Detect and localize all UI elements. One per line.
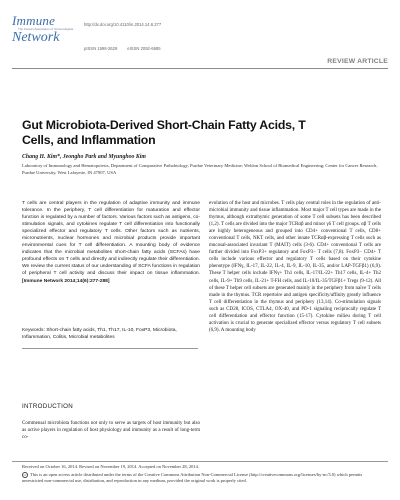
introduction-text: Commensal microbiota functions not only to serve as targets of host immunity but also as active players in regulation of host physiology and immunity as a result of long-term co- xyxy=(22,421,200,441)
pissn: pISSN 1598-2629 xyxy=(84,46,118,51)
keywords-divider xyxy=(22,348,198,349)
eissn: eISSN 2092-6685 xyxy=(127,46,161,51)
issn-line xyxy=(84,46,161,51)
logo-immune: Immune xyxy=(12,13,56,28)
keywords-label: Keywords: xyxy=(22,328,45,333)
received-dates: Received on October 16, 2014. Revised on November 19, 2014. Accepted on November 28, 2014. xyxy=(22,464,199,469)
logo-network: Network xyxy=(12,30,60,45)
logo-subtitle: The Korean Association of Immunologists xyxy=(18,27,74,31)
introduction-heading: INTRODUCTION xyxy=(22,403,74,410)
author-affiliation: Laboratory of Immunology and Hematopoiesis, Department of Comparative Pathobiology, Purdue Veterinary Medicine; Weldon School of Biomedical Engineering; Center for Cancer Research, Purdue University, West Lafayette, IN 47907, USA xyxy=(22,163,378,175)
abstract-text: T cells are central players in the regulation of adaptive immunity and immune tolerance. In the periphery, T cell differentiation for maturation and effector function is regulated by a number of factors. Various factors such as antigens, co-stimulation signals, and cytokines regulate T cell differentiation into functionally specialized effector and regulatory T cells. Other factors such as nutrients, micronutrients, nuclear hormones and microbial products provide important environmental cues for T cell differentiation. A mounting body of evidence indicates that the microbial metabolites short-chain fatty acids (SCFAs) have profound effects on T cells and directly and indirectly regulate their differentiation. We review the current status of our understanding of SCFA functions in regulation of peripheral T cell activity and discuss their impact on tissue inflammation. xyxy=(22,201,200,277)
article-type-label: REVIEW ARTICLE xyxy=(327,58,388,65)
header-divider xyxy=(12,68,388,69)
abstract xyxy=(22,200,200,285)
creative-commons-icon: cc xyxy=(23,473,27,477)
keywords xyxy=(22,327,200,341)
keywords-text: Short-chain fatty acids, Th1, Th17, IL-10, FoxP3, Microbiota, Inflammation, Colitis, Microbial metabolites xyxy=(22,328,177,341)
license-text: This is an open access article distributed under the terms of the Creative Commons Attribution Non-Commercial License (http://creativecommons.org/licenses/by-nc/3.0) which permits unrestricted non-commercial use, distribution, and reproduction in any medium, provided the original work is properly cited. xyxy=(22,472,363,484)
footer-divider xyxy=(12,461,388,462)
doi-link[interactable]: http://dx.doi.org/10.4110/in.2014.14.6.277 xyxy=(84,22,162,27)
article-title: Gut Microbiota-Derived Short-Chain Fatty Acids, T Cells, and Inflammation xyxy=(22,118,306,147)
journal-logo xyxy=(12,14,74,54)
right-column-text: evolution of the host and microbes. T cells play central roles in the regulation of anti-microbial immunity and tissue inflammation. Most major T cell types are made in the thymus, although extrathymic generation of some T cell subsets has been described (1,2). T cells are divided into the major TCRαβ and minor γδ T cell groups. αβ T cells are highly heterogeneous and grouped into CD4+ conventional T cells, CD8+ conventional T cells, NKT cells, and other innate TCRαβ-expressing T cells such as mucosal-associated invariant T (MAIT) cells (3-6). CD4+ conventional T cells are further divided into FoxP3+ regulatory and FoxP3− T cells (7,8). FoxP3− CD4+ T cells include various effector and regulatory T cells based on their cytokine phenotype (IFNγ, IL-17, IL-22, IL-4, IL-9, IL-10, IL-35, and/or LAP-TGFβ1) (6,9). These T helper cells include IFNγ+ Th1 cells, IL-17/IL-22+ Th17 cells, IL-4+ Th2 cells, IL-9+ Th9 cells, IL-21+ T-FH cells, and IL-10/IL-35/TGFβ1+ Tregs (9-12). All of these T helper cell subsets are generated mainly in the periphery from naïve T cells made in the thymus. TCR repertoire and antigen specificity/affinity greatly influence T cell differentiation in the thymus and periphery (13,14). Co-stimulation signals such as CD28, ICOS, CTLA4, OX-40, and PD-1 signaling reciprocally regulate T cell differentiation and effector function (15-17). Cytokine milieu during T cell activation is crucial to generate specialized effector versus regulatory T cell subsets (6,9). A mounting body xyxy=(209,201,381,333)
abstract-citation: [Immune Network 2014;14(6):277-288] xyxy=(22,278,110,284)
article-authors: Chang H. Kim*, Jeongho Park and Myunghoo Kim xyxy=(22,154,146,160)
license-notice xyxy=(22,472,382,484)
